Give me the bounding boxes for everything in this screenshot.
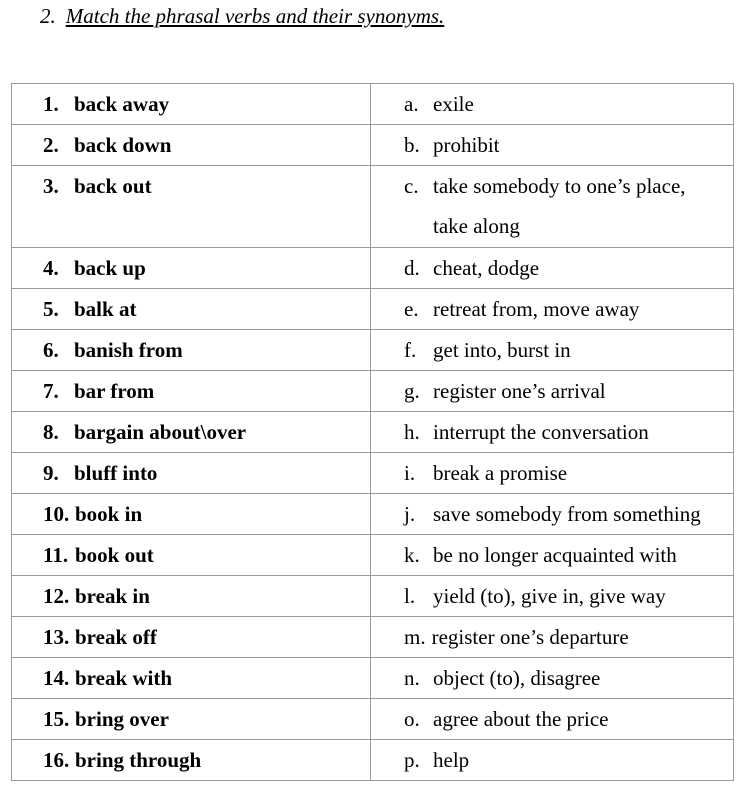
phrasal-verb-cell bbox=[12, 289, 371, 330]
synonym-text: yield (to), give in, give way bbox=[433, 584, 666, 608]
table-row bbox=[12, 166, 734, 248]
verb-number: 8. bbox=[43, 420, 59, 444]
table-row bbox=[12, 125, 734, 166]
phrasal-verb: break off bbox=[75, 625, 157, 649]
synonym-cell bbox=[371, 248, 734, 289]
verb-number: 7. bbox=[43, 379, 59, 403]
phrasal-verb-cell bbox=[12, 740, 371, 781]
synonym-text: help bbox=[433, 748, 470, 772]
synonym-letter: d. bbox=[404, 256, 420, 280]
synonym-letter: i. bbox=[404, 461, 416, 485]
synonym-text: take somebody to one’s place, bbox=[433, 174, 686, 198]
synonym-cell bbox=[371, 699, 734, 740]
phrasal-verb-cell bbox=[12, 412, 371, 453]
phrasal-verb-cell bbox=[12, 84, 371, 125]
verb-number: 5. bbox=[43, 297, 59, 321]
table-row bbox=[12, 658, 734, 699]
table-row bbox=[12, 699, 734, 740]
synonym-letter: n. bbox=[404, 666, 420, 690]
phrasal-verb: bring over bbox=[75, 707, 169, 731]
synonym-cell bbox=[371, 453, 734, 494]
synonym-text: interrupt the conversation bbox=[433, 420, 649, 444]
synonym-letter: g. bbox=[404, 379, 420, 403]
phrasal-verb-cell bbox=[12, 658, 371, 699]
table-row bbox=[12, 289, 734, 330]
verb-number: 10. bbox=[43, 502, 70, 526]
synonym-letter: h. bbox=[404, 420, 420, 444]
phrasal-verb: bluff into bbox=[74, 461, 158, 485]
synonym-letter: l. bbox=[404, 584, 416, 608]
table-row bbox=[12, 84, 734, 125]
phrasal-verb-cell bbox=[12, 453, 371, 494]
exercise-heading bbox=[40, 4, 444, 29]
phrasal-verb: back down bbox=[74, 133, 172, 157]
verb-number: 16. bbox=[43, 748, 70, 772]
phrasal-verb: back out bbox=[74, 174, 152, 198]
synonym-letter: f. bbox=[404, 338, 417, 362]
verb-number: 12. bbox=[43, 584, 70, 608]
phrasal-verb: book in bbox=[75, 502, 143, 526]
synonym-cell bbox=[371, 125, 734, 166]
synonym-text: save somebody from something bbox=[433, 502, 701, 526]
verb-number: 15. bbox=[43, 707, 70, 731]
phrasal-verb: break with bbox=[75, 666, 173, 690]
table-row bbox=[12, 576, 734, 617]
synonym-letter: p. bbox=[404, 748, 420, 772]
table-row bbox=[12, 494, 734, 535]
synonym-text: get into, burst in bbox=[433, 338, 571, 362]
synonym-text: object (to), disagree bbox=[433, 666, 601, 690]
phrasal-verb-cell bbox=[12, 371, 371, 412]
phrasal-verb-cell bbox=[12, 125, 371, 166]
verb-number: 14. bbox=[43, 666, 70, 690]
synonym-text: break a promise bbox=[433, 461, 568, 485]
phrasal-verb-cell bbox=[12, 248, 371, 289]
table-row bbox=[12, 453, 734, 494]
synonym-text: cheat, dodge bbox=[433, 256, 540, 280]
synonym-letter: b. bbox=[404, 133, 420, 157]
phrasal-verb-cell bbox=[12, 617, 371, 658]
synonym-letter: e. bbox=[404, 297, 419, 321]
verb-number: 13. bbox=[43, 625, 70, 649]
synonym-cell bbox=[371, 494, 734, 535]
synonym-cell bbox=[371, 617, 734, 658]
synonym-cell bbox=[371, 371, 734, 412]
phrasal-verb: bargain about\over bbox=[74, 420, 247, 444]
synonym-text: retreat from, move away bbox=[433, 297, 640, 321]
synonym-letter: j. bbox=[404, 502, 416, 526]
table-row bbox=[12, 617, 734, 658]
table-row bbox=[12, 412, 734, 453]
synonym-cell bbox=[371, 84, 734, 125]
matching-table bbox=[11, 83, 734, 781]
synonym-cell bbox=[371, 289, 734, 330]
synonym-letter: m. bbox=[404, 625, 426, 649]
synonym-text: be no longer acquainted with bbox=[433, 543, 677, 567]
synonym-cell bbox=[371, 658, 734, 699]
synonym-cell bbox=[371, 535, 734, 576]
phrasal-verb-cell bbox=[12, 494, 371, 535]
table-row bbox=[12, 248, 734, 289]
phrasal-verb: back away bbox=[74, 92, 170, 116]
synonym-text: agree about the price bbox=[433, 707, 609, 731]
phrasal-verb-cell bbox=[12, 576, 371, 617]
table-row bbox=[12, 535, 734, 576]
synonym-text: register one’s departure bbox=[431, 625, 629, 649]
verb-number: 1. bbox=[43, 92, 59, 116]
synonym-text: register one’s arrival bbox=[433, 379, 606, 403]
phrasal-verb-cell bbox=[12, 535, 371, 576]
synonym-cell bbox=[371, 330, 734, 371]
phrasal-verb-cell bbox=[12, 699, 371, 740]
phrasal-verb: banish from bbox=[74, 338, 183, 362]
table-row bbox=[12, 371, 734, 412]
synonym-letter: a. bbox=[404, 92, 419, 116]
phrasal-verb: bring through bbox=[75, 748, 202, 772]
phrasal-verb: break in bbox=[75, 584, 150, 608]
table-row bbox=[12, 330, 734, 371]
verb-number: 3. bbox=[43, 174, 59, 198]
verb-number: 2. bbox=[43, 133, 59, 157]
table-row bbox=[12, 740, 734, 781]
synonym-cell bbox=[371, 166, 734, 248]
phrasal-verb-cell bbox=[12, 166, 371, 248]
synonym-letter: k. bbox=[404, 543, 420, 567]
verb-number: 9. bbox=[43, 461, 59, 485]
phrasal-verb: back up bbox=[74, 256, 146, 280]
synonym-cell bbox=[371, 412, 734, 453]
synonym-letter: o. bbox=[404, 707, 420, 731]
phrasal-verb: bar from bbox=[74, 379, 155, 403]
verb-number: 4. bbox=[43, 256, 59, 280]
exercise-title: Match the phrasal verbs and their synonyms. bbox=[65, 4, 445, 28]
phrasal-verb-cell bbox=[12, 330, 371, 371]
synonym-text: exile bbox=[433, 92, 474, 116]
verb-number: 11. bbox=[43, 543, 69, 567]
phrasal-verb: book out bbox=[75, 543, 154, 567]
exercise-number: 2. bbox=[40, 4, 56, 28]
synonym-text: prohibit bbox=[433, 133, 500, 157]
synonym-cell bbox=[371, 740, 734, 781]
synonym-cell bbox=[371, 576, 734, 617]
synonym-letter: c. bbox=[404, 174, 419, 198]
verb-number: 6. bbox=[43, 338, 59, 362]
synonym-text: take along bbox=[433, 214, 520, 238]
phrasal-verb: balk at bbox=[74, 297, 137, 321]
